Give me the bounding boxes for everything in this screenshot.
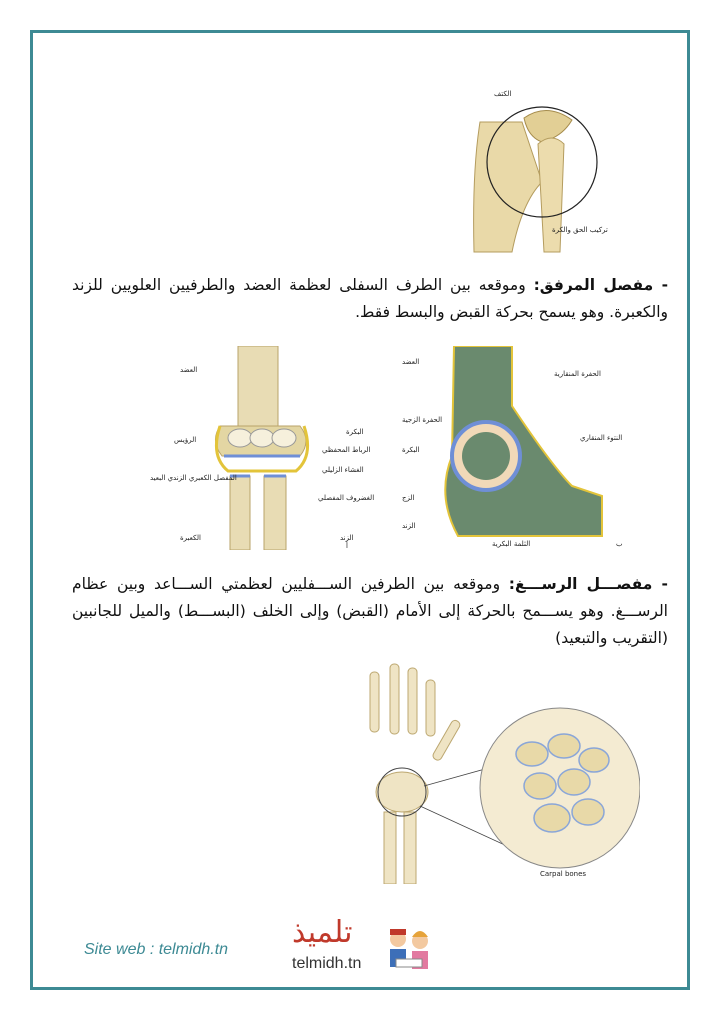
elbow-b-label-6: الزند: [402, 522, 416, 530]
shoulder-joint-figure: [452, 82, 632, 257]
elbow-a-label-4: الغشاء الزليلي: [322, 466, 364, 474]
elbow-figure-b: [402, 346, 634, 550]
elbow-b-label-7: الثلمة البكرية: [492, 540, 531, 548]
elbow-a-label-8: الزند: [340, 534, 354, 542]
elbow-b-label-5: الزج: [402, 494, 415, 502]
elbow-b-label-1: الحفرة المنقارية: [554, 370, 601, 378]
shoulder-label-top: الكتف: [494, 90, 512, 98]
logo-latin-text: telmidh.tn: [292, 955, 362, 972]
wrist-joint-figure: [340, 662, 640, 884]
elbow-b-label-0: العضد: [402, 358, 420, 366]
wrist-text: وموقعه بين الطرفين الســـفليين لعظمتي الســـاعد وبين عظام الرســـغ. وهو يســـمح بالحركة إلى الأمام (القبض) وإلى الخلف (البســـط) والميل للجانبين (التقريب والتبعيد): [72, 575, 668, 647]
wrist-caption: Carpal bones: [540, 870, 587, 878]
elbow-a-label-5: المفصل الكعبري الزندي البعيد: [150, 474, 237, 482]
elbow-figure-a: [150, 346, 380, 550]
logo-arabic-text: تلميذ: [292, 915, 353, 950]
elbow-text: وموقعه بين الطرف السفلى لعظمة العضد والطرفيين العلويين للزند والكعبرة. وهو يسمح بحركة القبض والبسط فقط.: [72, 276, 668, 321]
elbow-b-label-3: النتوء المنقاري: [580, 434, 623, 442]
elbow-a-label-1: البكرة: [346, 428, 364, 436]
elbow-a-letter: أ: [346, 542, 348, 550]
elbow-b-label-4: البكرة: [402, 446, 420, 454]
elbow-a-label-2: الرؤيس: [174, 436, 197, 444]
elbow-b-label-2: الحفرة الزجية: [402, 416, 443, 424]
wrist-paragraph: [72, 571, 668, 652]
site-url: Site web : telmidh.tn: [84, 941, 229, 958]
elbow-a-label-7: الكعبرة: [180, 534, 201, 542]
elbow-paragraph: [72, 272, 668, 326]
elbow-a-label-6: الغضروف المفصلي: [318, 494, 375, 502]
telmidh-logo: [288, 915, 438, 981]
elbow-title: - مفصل المرفق:: [533, 276, 669, 294]
wrist-title: - مفصـــل الرســـغ:: [508, 575, 668, 593]
elbow-a-label-0: العضد: [180, 366, 198, 374]
elbow-b-letter: ب: [616, 540, 623, 548]
kids-reading-icon: [386, 925, 432, 975]
shoulder-label-bottom: تركيب الحق والكرة: [552, 226, 608, 234]
elbow-a-label-3: الرباط المحفظي: [322, 446, 371, 454]
